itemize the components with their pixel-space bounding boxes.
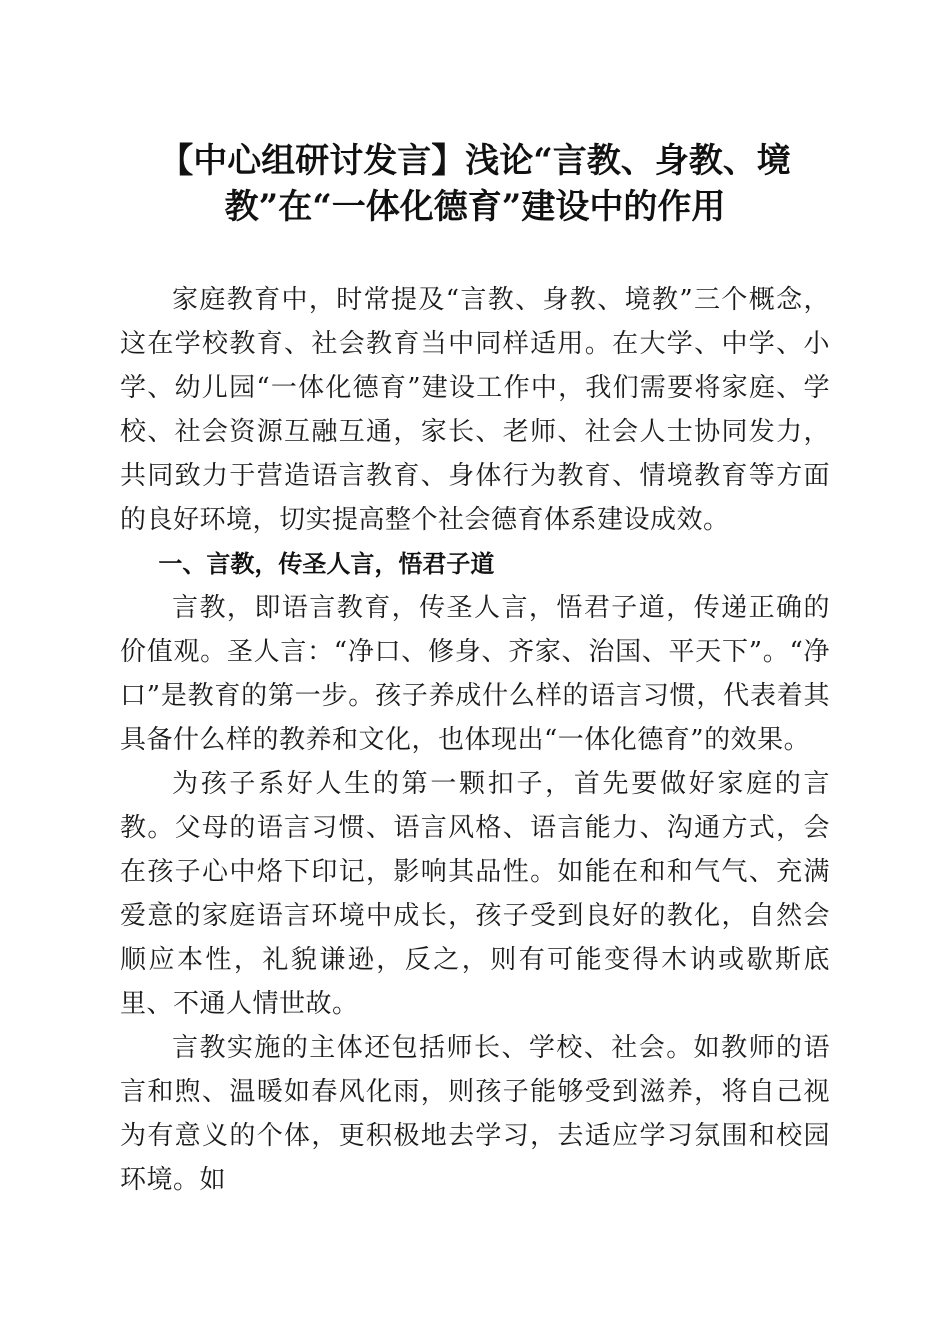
body-paragraph: 为孩子系好人生的第一颗扣子，首先要做好家庭的言教。父母的语言习惯、语言风格、语言能力、沟通方式，会在孩子心中烙下印记，影响其品性。如能在和和气气、充满爱意的家庭语言环境中成长，孩子受到良好的教化，自然会顺应本性，礼貌谦逊，反之，则有可能变得木讷或歇斯底里、不通人情世故。 — [120, 769, 830, 1019]
intro-paragraph: 家庭教育中，时常提及“言教、身教、境教”三个概念，这在学校教育、社会教育当中同样适用。在大学、中学、小学、幼儿园“一体化德育”建设工作中，我们需要将家庭、学校、社会资源互融互通，家长、老师、社会人士协同发力，共同致力于营造语言教育、身体行为教育、情境教育等方面的良好环境，切实提高整个社会德育体系建设成效。 — [120, 285, 830, 535]
body-paragraph: 言教，即语言教育，传圣人言，悟君子道，传递正确的价值观。圣人言：“净口、修身、齐家、治国、平天下”。“净口”是教育的第一步。孩子养成什么样的语言习惯，代表着其具备什么样的教养和文化，也体现出“一体化德育”的效果。 — [120, 593, 830, 755]
document-body — [120, 278, 830, 1202]
document-title — [120, 138, 830, 230]
section-heading: 一、言教，传圣人言，悟君子道 — [158, 550, 495, 578]
title-line-2: 教”在“一体化德育”建设中的作用 — [224, 187, 726, 227]
body-paragraph: 言教实施的主体还包括师长、学校、社会。如教师的语言和煦、温暖如春风化雨，则孩子能够受到滋养，将自己视为有意义的个体，更积极地去学习，去适应学习氛围和校园环境。如 — [120, 1033, 830, 1195]
title-line-1: 【中心组研讨发言】浅论“言教、身教、境 — [159, 141, 791, 181]
